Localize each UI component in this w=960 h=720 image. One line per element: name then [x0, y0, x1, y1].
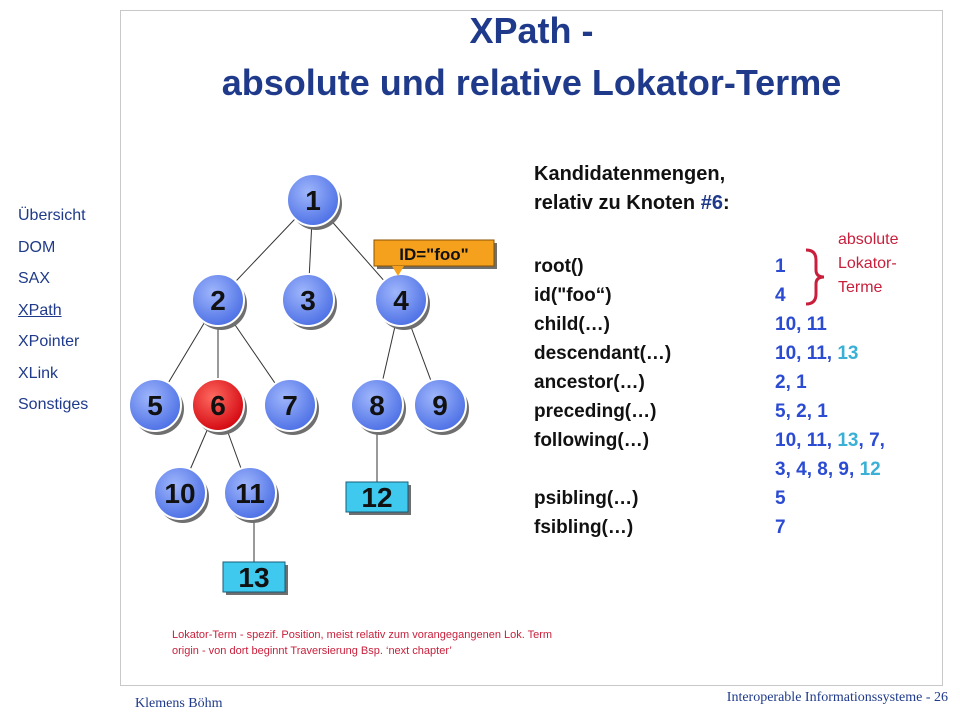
heading-node-ref: #6 — [700, 192, 723, 214]
tree-node-11 — [224, 467, 279, 523]
candidate-node-ref: 5 — [775, 488, 786, 509]
tree-node-3 — [282, 274, 337, 330]
tree-node-label-4: 4 — [393, 285, 409, 316]
candidate-node-ref: 10 — [775, 343, 797, 364]
candidate-node-ref: 2 — [796, 401, 807, 422]
tree-node-label-3: 3 — [300, 285, 316, 316]
candidate-heading-line2 — [534, 189, 730, 218]
candidate-node-ref: 13 — [837, 430, 859, 451]
tree-node-label-1: 1 — [305, 185, 321, 216]
candidate-node-ref: 10 — [775, 430, 797, 451]
tree-node-1 — [287, 174, 342, 230]
tree-node-label-6: 6 — [210, 390, 226, 421]
candidate-node-ref: 7 — [869, 430, 880, 451]
candidate-function: child(…) — [534, 314, 610, 335]
absolute-note-line2: Lokator- — [838, 255, 897, 272]
tree-node-8 — [351, 379, 406, 435]
id-callout-label: ID="foo" — [399, 245, 469, 264]
heading-suffix: : — [722, 192, 730, 214]
nav-item-sax[interactable]: SAX — [18, 270, 51, 287]
footnote-line2: origin - von dort beginnt Traversierung Bsp. ‘next chapter’ — [172, 645, 452, 657]
candidate-function: ancestor(…) — [534, 372, 645, 393]
candidate-node-ref: 7 — [775, 517, 786, 538]
candidate-node-ref: 3 — [775, 459, 786, 480]
candidate-node-ref: 4 — [775, 285, 786, 306]
candidate-values: 10, 11 — [775, 314, 827, 335]
tree-node-label-10: 10 — [164, 478, 196, 509]
id-callout — [374, 240, 497, 276]
tree-node-2 — [192, 274, 247, 330]
candidate-node-ref: 1 — [796, 372, 807, 393]
tree-node-6 — [192, 379, 247, 435]
footnote-line1: Lokator-Term - spezif. Position, meist relativ zum vorangegangenen Lok. Term — [172, 629, 553, 641]
candidate-function: fsibling(…) — [534, 517, 634, 538]
candidate-node-ref: 5 — [775, 401, 786, 422]
candidate-values — [775, 484, 786, 513]
absolute-note-line1: absolute — [838, 231, 899, 248]
tree-node-12 — [346, 482, 411, 515]
tree-node-label-2: 2 — [210, 285, 226, 316]
footer-author: Klemens Böhm — [135, 696, 223, 711]
candidate-node-ref: 4 — [796, 459, 807, 480]
candidate-node-ref: 12 — [859, 459, 881, 480]
candidate-values: 5, 2, 1 — [775, 401, 828, 422]
tree-node-label-5: 5 — [147, 390, 163, 421]
candidate-values — [775, 281, 786, 310]
absolute-locator-note — [838, 228, 899, 300]
candidate-heading-line1: Kandidatenmengen, — [534, 163, 726, 185]
tree-node-label-13: 13 — [238, 562, 270, 593]
footer-course: Interoperable Informationssysteme - 26 — [726, 690, 948, 705]
candidate-values — [775, 252, 786, 281]
tree-node-9 — [414, 379, 469, 435]
tree-node-label-7: 7 — [282, 390, 298, 421]
candidate-node-ref: 8 — [817, 459, 828, 480]
nav-item-xpath[interactable]: XPath — [18, 301, 62, 319]
candidate-heading — [534, 160, 730, 218]
candidate-values: 10, 11, 13, 7, — [775, 430, 885, 451]
tree-node-label-8: 8 — [369, 390, 385, 421]
candidate-function: following(…) — [534, 430, 650, 451]
tree-node-13 — [223, 562, 288, 595]
candidate-values — [775, 513, 786, 542]
nav-item-dom[interactable]: DOM — [18, 238, 56, 256]
tree-node-5 — [129, 379, 184, 435]
nav-item-xpointer[interactable]: XPointer — [18, 333, 80, 350]
candidate-node-ref: 9 — [838, 459, 849, 480]
candidate-function: descendant(…) — [534, 343, 672, 364]
absolute-note-line3: Terme — [838, 279, 883, 296]
candidate-node-ref: 13 — [837, 343, 859, 364]
candidate-node-ref: 11 — [806, 314, 827, 335]
candidate-function: psibling(…) — [534, 488, 639, 509]
absolute-brace-icon — [800, 246, 830, 308]
candidate-node-ref: 1 — [775, 256, 786, 277]
candidate-values: 2, 1 — [775, 372, 807, 393]
heading-prefix: relativ zu Knoten — [534, 192, 701, 214]
nav-item-uebersicht[interactable]: Übersicht — [18, 207, 86, 224]
candidate-function: root() — [534, 256, 584, 277]
tree-node-label-11: 11 — [235, 478, 265, 509]
candidate-node-ref: 11 — [806, 343, 827, 364]
nav-item-xlink[interactable]: XLink — [18, 364, 59, 382]
tree-node-label-12: 12 — [361, 482, 393, 513]
candidate-node-ref: 10 — [775, 314, 797, 335]
candidate-values: 3, 4, 8, 9, 12 — [775, 459, 881, 480]
nav-item-sonstiges[interactable]: Sonstiges — [18, 396, 89, 413]
candidate-node-ref: 1 — [817, 401, 828, 422]
slide-title-line2: absolute und relative Lokator-Terme — [221, 62, 842, 103]
tree-node-4 — [375, 274, 430, 330]
candidate-function: id("foo“) — [534, 285, 612, 306]
footnotes — [172, 627, 552, 659]
candidate-function: preceding(…) — [534, 401, 657, 422]
candidate-node-ref: 11 — [806, 430, 827, 451]
tree-node-label-9: 9 — [432, 390, 448, 421]
candidate-node-ref: 2 — [775, 372, 786, 393]
candidate-values: 10, 11, 13 — [775, 343, 859, 364]
tree-node-7 — [264, 379, 319, 435]
tree-node-10 — [154, 467, 209, 523]
slide-title-line1: XPath - — [469, 10, 594, 51]
